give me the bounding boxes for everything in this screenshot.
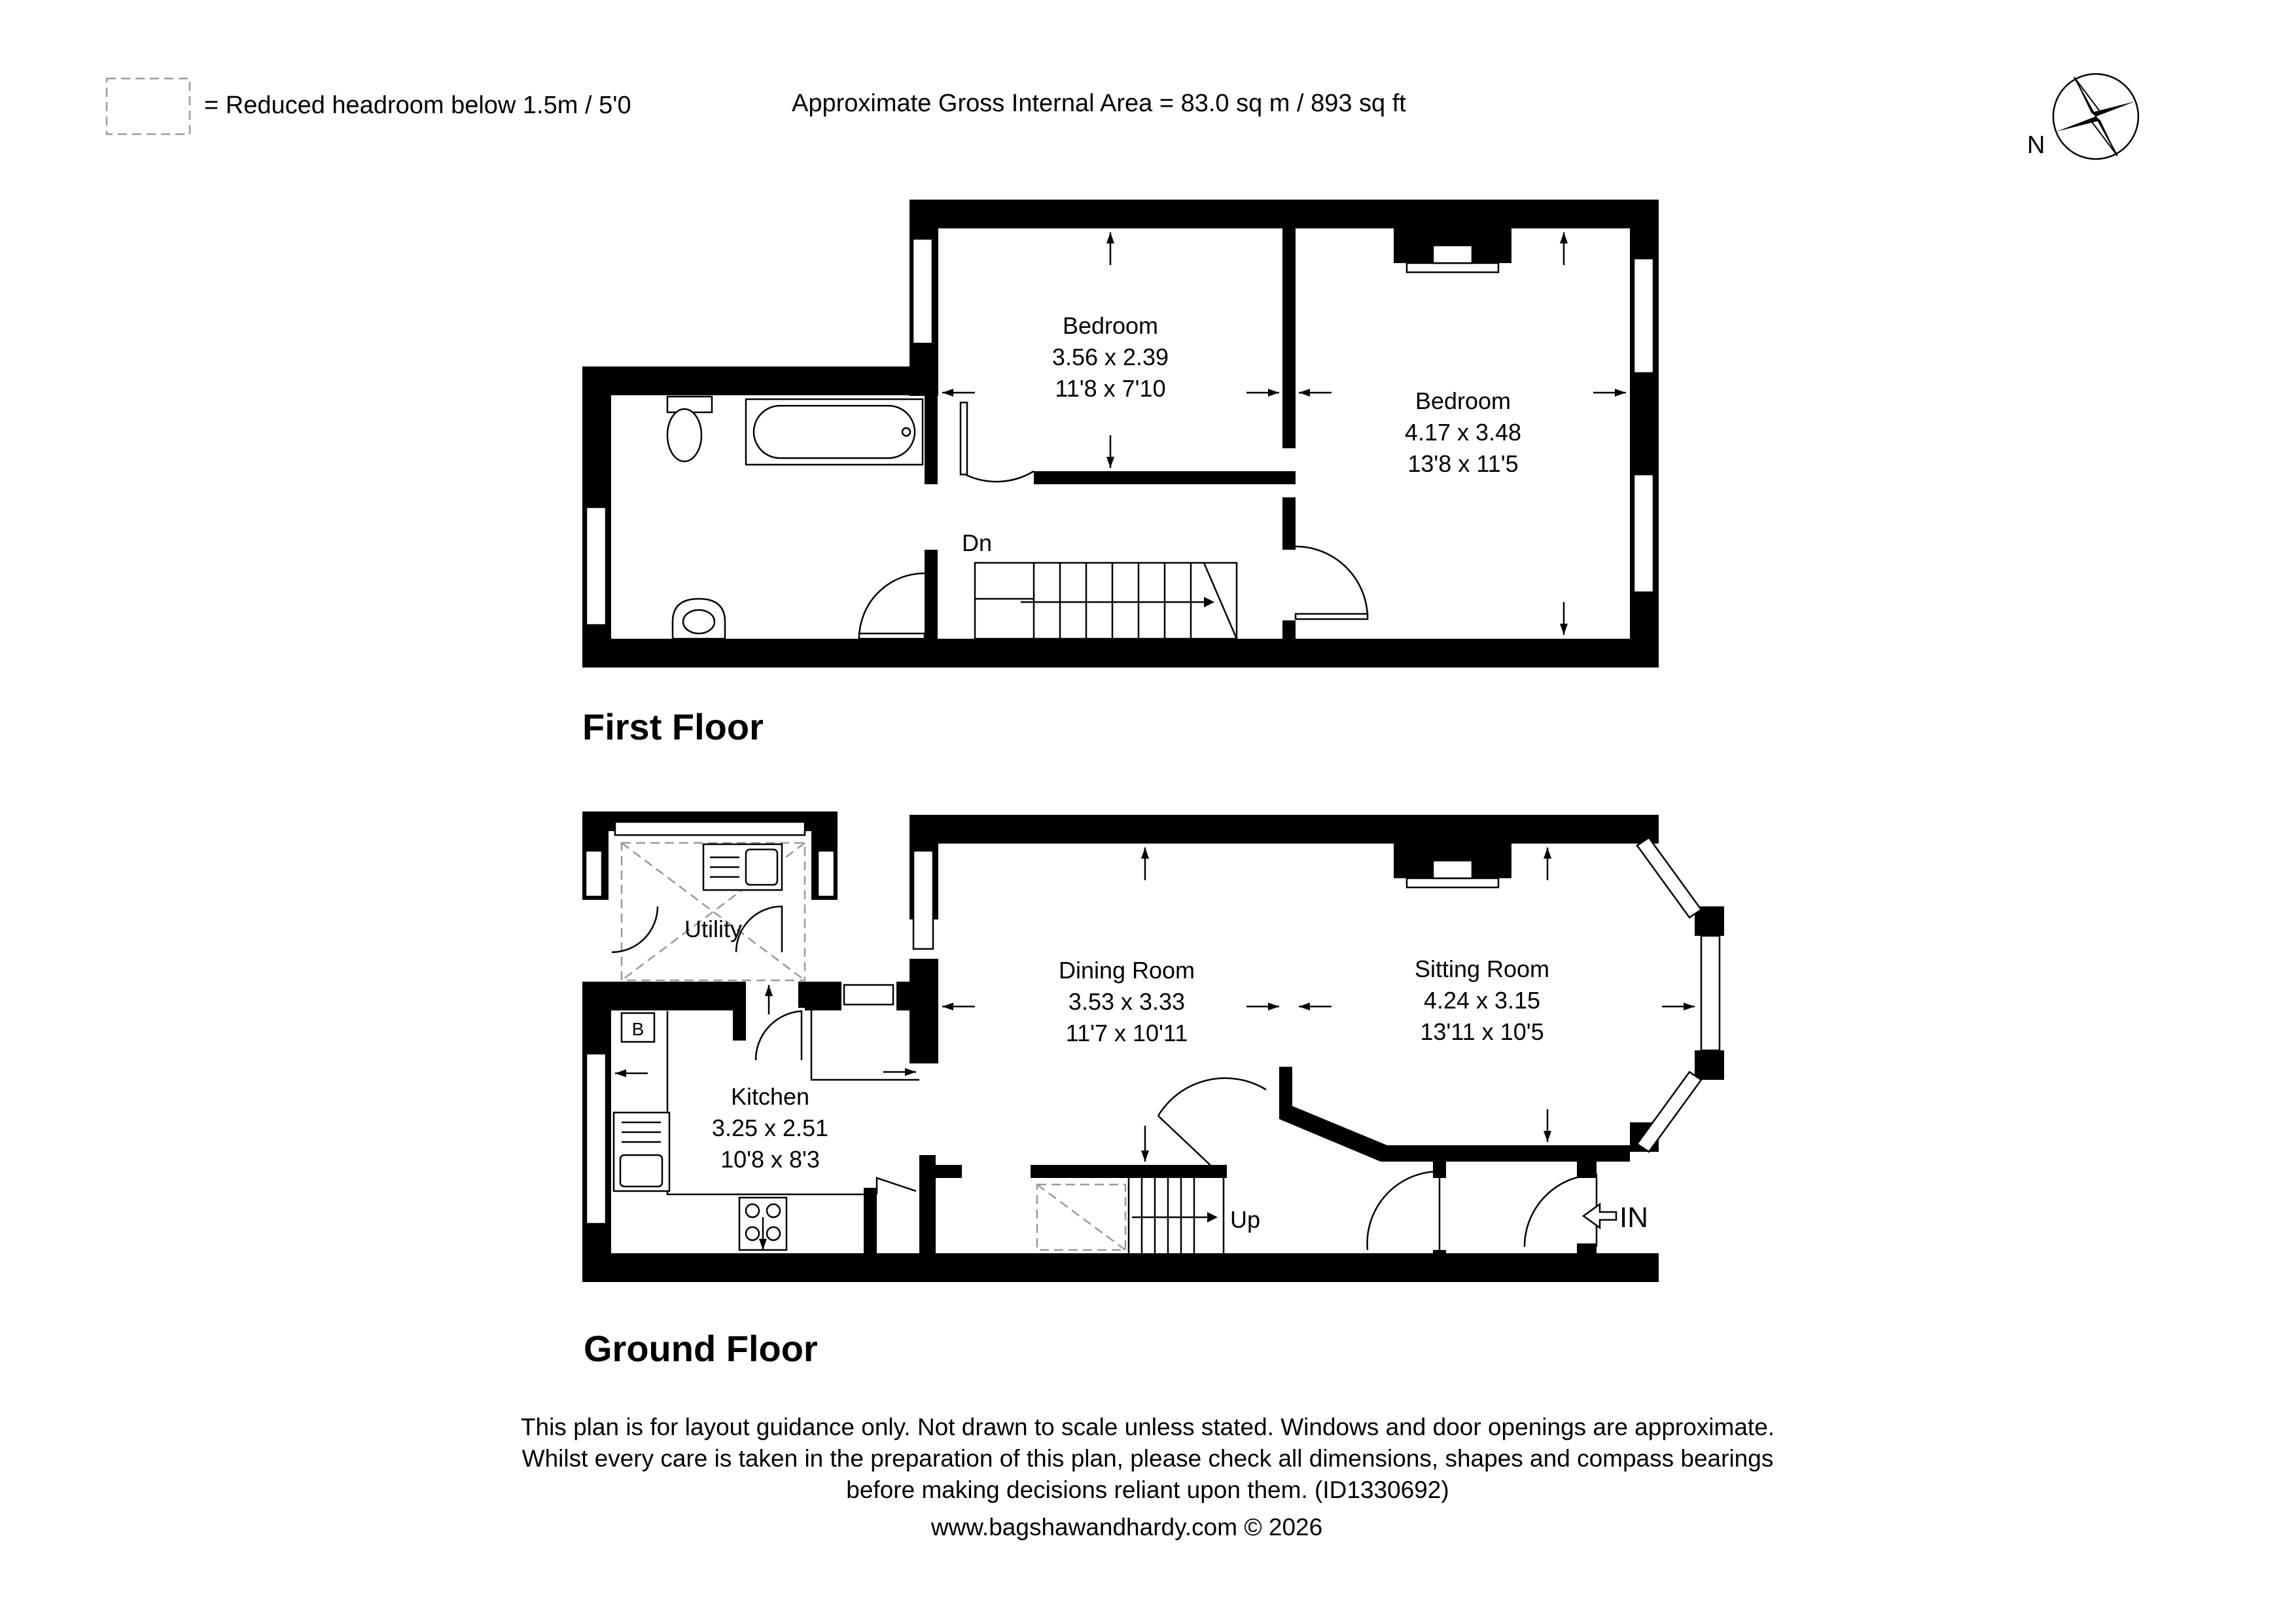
kitchen-name: Kitchen	[730, 1083, 810, 1110]
first-floor-title: First Floor	[582, 706, 764, 747]
window	[913, 239, 932, 344]
dining-room-name: Dining Room	[1058, 957, 1195, 984]
window	[818, 851, 834, 897]
boiler-label: B	[631, 1019, 645, 1039]
entrance-label: IN	[1619, 1202, 1648, 1234]
entrance-arrow-icon	[1583, 1204, 1616, 1228]
bedroom-small-metric: 3.56 x 2.39	[1051, 344, 1169, 370]
compass-icon	[2053, 74, 2138, 159]
stairs-up-label: Up	[1230, 1206, 1261, 1233]
window	[1634, 259, 1653, 373]
kitchen-metric: 3.25 x 2.51	[711, 1115, 829, 1141]
utility-sink-icon	[703, 844, 782, 890]
first-floor-plan	[582, 200, 1659, 668]
ground-floor-title: Ground Floor	[584, 1328, 818, 1369]
sitting-room-imperial: 13'11 x 10'5	[1420, 1018, 1544, 1045]
headroom-legend-text: = Reduced headroom below 1.5m / 5'0	[204, 92, 631, 119]
bath-icon	[746, 399, 923, 465]
sitting-room-name: Sitting Room	[1414, 955, 1550, 982]
window	[913, 851, 933, 949]
kitchen-sink-icon	[614, 1113, 669, 1191]
window	[586, 507, 606, 625]
sitting-room-metric: 4.24 x 3.15	[1423, 987, 1541, 1014]
window	[615, 822, 805, 835]
window	[1637, 838, 1701, 918]
headroom-legend-swatch	[107, 79, 190, 134]
gross-area-text: Approximate Gross Internal Area = 83.0 sq m / 893 sq ft	[792, 90, 1406, 117]
bedroom-small-name: Bedroom	[1062, 312, 1159, 339]
stairs-ground-floor	[1037, 1178, 1224, 1253]
utility-name: Utility	[684, 916, 742, 942]
ground-floor-plan	[582, 812, 1724, 1282]
bedroom-large-imperial: 13'8 x 11'5	[1407, 450, 1519, 477]
bedroom-large-name: Bedroom	[1415, 387, 1511, 414]
window	[1637, 1072, 1701, 1152]
stairs-first-floor	[975, 563, 1237, 639]
bedroom-large-metric: 4.17 x 3.48	[1404, 419, 1522, 446]
disclaimer-line-3: before making decisions reliant upon them. (ID1330692)	[846, 1476, 1449, 1503]
toilet-icon	[667, 397, 712, 461]
dining-room-metric: 3.53 x 3.33	[1068, 988, 1186, 1015]
kitchen-imperial: 10'8 x 8'3	[720, 1146, 820, 1173]
disclaimer-line-2: Whilst every care is taken in the preparation of this plan, please check all dimensions, shapes and compass bearings	[521, 1445, 1774, 1472]
basin-icon	[673, 599, 725, 639]
window	[844, 985, 893, 1005]
window	[1634, 474, 1653, 592]
bedroom-small-imperial: 11'8 x 7'10	[1055, 375, 1166, 402]
stairs-down-label: Dn	[962, 529, 993, 556]
window	[586, 851, 602, 897]
dining-room-imperial: 11'7 x 10'11	[1065, 1020, 1188, 1046]
website-copyright: www.bagshawandhardy.com © 2026	[930, 1514, 1323, 1541]
window	[1701, 936, 1720, 1050]
disclaimer-line-1: This plan is for layout guidance only. Not drawn to scale unless stated. Windows and door openings are approximate.	[520, 1414, 1775, 1440]
compass-label: N	[2027, 132, 2045, 159]
window	[586, 1054, 606, 1224]
